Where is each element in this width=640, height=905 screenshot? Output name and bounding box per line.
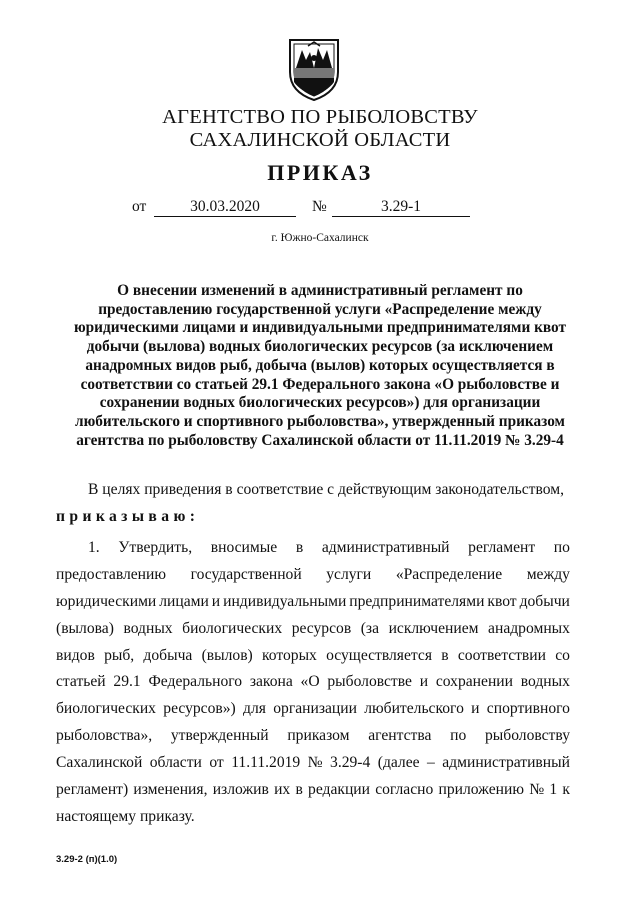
- word: их: [274, 781, 291, 799]
- heading-line: юридическими лицами и индивидуальными предпринимателями квот: [73, 319, 567, 337]
- word: статьей: [56, 673, 106, 691]
- word: индивидуальными: [223, 592, 347, 610]
- word: биологических: [56, 700, 156, 718]
- word: рыболовству: [484, 727, 570, 745]
- word: для: [243, 700, 266, 718]
- word: Федерального: [148, 673, 243, 691]
- word: –: [427, 754, 435, 772]
- word: закона: [249, 673, 293, 691]
- word: организации: [273, 700, 357, 718]
- word: и: [471, 700, 480, 718]
- form-code: 3.29-2 (п)(1.0): [56, 854, 118, 865]
- word: от: [209, 754, 224, 772]
- word: к: [562, 781, 570, 799]
- word: добычи: [519, 592, 570, 610]
- date-label: от: [132, 198, 147, 215]
- word: №: [529, 781, 545, 799]
- date-number-line: [132, 198, 492, 220]
- word: рыб,: [104, 646, 135, 664]
- paragraph-line: [56, 616, 570, 643]
- paragraph-line: [56, 804, 570, 831]
- heading-line: анадромных видов рыб, добыча (вылов) которых осуществляется в: [85, 356, 555, 374]
- word: со: [555, 646, 570, 664]
- heading-line: сохранении водных биологических ресурсов») для организации: [99, 394, 541, 412]
- word: 11.11.2019: [231, 754, 301, 772]
- paragraph-line: [56, 696, 570, 723]
- order-word: приказываю:: [56, 508, 200, 525]
- word: по: [450, 727, 467, 745]
- word: приложению: [438, 781, 525, 799]
- word: рыболовства»,: [56, 727, 153, 745]
- word: согласно: [375, 781, 434, 799]
- word: области: [149, 754, 202, 772]
- word: предоставлению: [56, 565, 167, 583]
- word: видов: [56, 646, 95, 664]
- heading-line: предоставлению государственной услуги «Распределение между: [98, 300, 542, 318]
- document-number: 3.29-1: [332, 198, 470, 217]
- heading-line: добычи (вылова) водных биологических ресурсов (за исключением: [86, 338, 554, 356]
- paragraph-line: [56, 669, 570, 696]
- word: настоящему приказу.: [56, 807, 195, 825]
- word: «Распределение: [395, 565, 503, 583]
- word: любительского: [364, 700, 464, 718]
- heading-line: О внесении изменений в административный регламент по: [117, 282, 523, 299]
- word: №: [307, 754, 323, 772]
- paragraph-line: [56, 777, 570, 804]
- document-heading: [60, 282, 580, 450]
- word: в: [295, 539, 304, 556]
- word: между: [526, 565, 570, 583]
- word: и: [211, 592, 221, 610]
- word: Утвердить,: [118, 539, 193, 556]
- word: агентства: [368, 727, 432, 745]
- paragraph-line: [56, 723, 570, 750]
- word: квот: [487, 592, 517, 610]
- word: в: [295, 781, 303, 799]
- word: вносимые: [210, 539, 278, 556]
- word: которых: [262, 646, 317, 664]
- word: изменения,: [133, 781, 208, 799]
- order-item-1: [56, 535, 570, 831]
- word: «О: [300, 673, 320, 691]
- word: административный: [321, 539, 450, 556]
- word: утвержденный: [170, 727, 269, 745]
- document-date: 30.03.2020: [154, 198, 296, 217]
- paragraph-line: [56, 750, 570, 777]
- word: 1.: [88, 539, 100, 556]
- word: лицами: [159, 592, 209, 610]
- word: (за: [360, 619, 380, 637]
- word: в: [441, 646, 449, 664]
- city-name: г. Южно-Сахалинск: [271, 232, 369, 244]
- word: рыболовстве: [327, 673, 412, 691]
- word: приказом: [287, 727, 350, 745]
- word: изложив: [212, 781, 269, 799]
- word: (далее: [377, 754, 420, 772]
- word: услуги: [326, 565, 372, 583]
- word: спортивного: [486, 700, 570, 718]
- word: редакции: [308, 781, 370, 799]
- agency-name-line1: АГЕНТСТВО ПО РЫБОЛОВСТВУ: [162, 106, 478, 128]
- word: ресурсов: [291, 619, 352, 637]
- paragraph-line: [56, 589, 570, 616]
- heading-line: соответствии со статьей 29.1 Федерального закона «О рыболовстве и: [80, 375, 560, 393]
- coat-of-arms-icon: [286, 38, 342, 102]
- word: Сахалинской: [56, 754, 143, 772]
- word: юридическими: [56, 592, 157, 610]
- paragraph-line: [56, 535, 570, 562]
- word: осуществляется: [326, 646, 432, 664]
- heading-line: любительского и спортивного рыболовства», утвержденный приказом: [75, 412, 565, 430]
- agency-name-line2: САХАЛИНСКОЙ ОБЛАСТИ: [189, 129, 451, 151]
- word: государственной: [190, 565, 302, 583]
- word: соответствии: [457, 646, 546, 664]
- word: по: [553, 539, 570, 556]
- word: водных: [520, 673, 570, 691]
- document-title: ПРИКАЗ: [267, 160, 373, 185]
- word: сохранении: [435, 673, 513, 691]
- word: административный: [442, 754, 570, 772]
- word: 3.29-4: [330, 754, 371, 772]
- number-label: №: [312, 198, 327, 215]
- word: регламент): [56, 781, 129, 799]
- word: (вылова): [56, 619, 114, 637]
- word: исключением: [388, 619, 479, 637]
- lead-paragraph: В целях приведения в соответствие с действующим законодательством,: [88, 481, 564, 498]
- agency-name: [0, 106, 640, 152]
- word: ресурсов»): [163, 700, 236, 718]
- word: добыча: [143, 646, 193, 664]
- word: биологических: [182, 619, 283, 637]
- word: регламент: [468, 539, 536, 556]
- word: водных: [123, 619, 173, 637]
- heading-line: агентства по рыболовству Сахалинской области от 11.11.2019 № 3.29-4: [76, 431, 564, 449]
- paragraph-line: [56, 562, 570, 589]
- word: и: [419, 673, 429, 691]
- paragraph-line: [56, 643, 570, 670]
- word: анадромных: [488, 619, 570, 637]
- word: (вылов): [201, 646, 253, 664]
- word: предпринимателями: [349, 592, 485, 610]
- word: 1: [549, 781, 558, 799]
- word: 29.1: [113, 673, 141, 691]
